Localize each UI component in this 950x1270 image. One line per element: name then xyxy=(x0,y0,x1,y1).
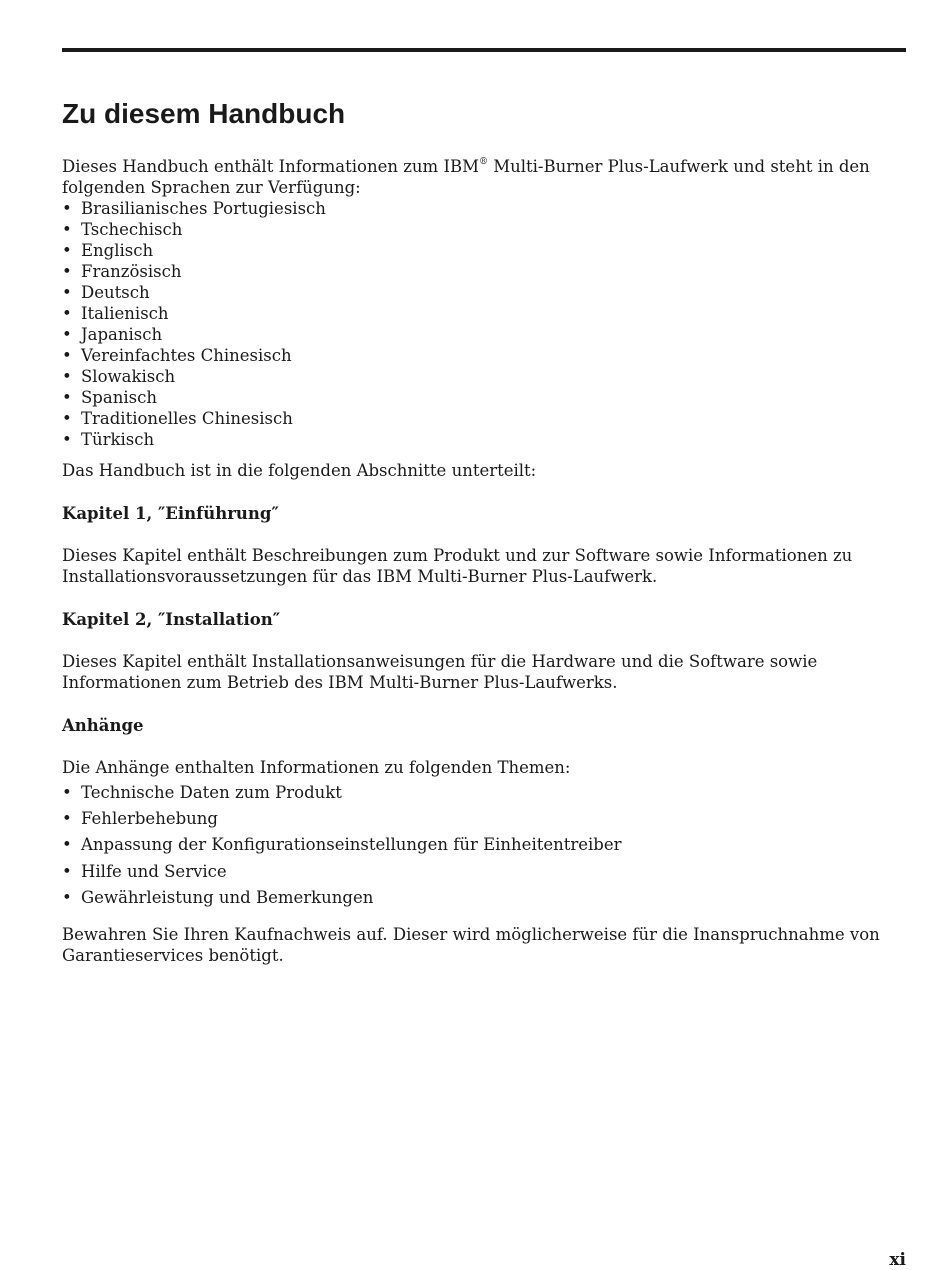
list-item: • Türkisch xyxy=(62,429,906,450)
language-list xyxy=(62,198,906,450)
document-body xyxy=(62,156,906,966)
intro-text-continued: Multi-Burner Plus-Laufwerk und steht in den folgenden Sprachen zur Verfügung: xyxy=(62,157,870,197)
chapter-1-text: Dieses Kapitel enthält Beschreibungen zum Produkt und zur Software sowie Informationen zu Installationsvoraussetzungen für das IBM Multi-Burner Plus-Laufwerk. xyxy=(62,546,853,586)
intro-paragraph xyxy=(62,156,906,198)
intro-text: Dieses Handbuch enthält Informationen zum IBM xyxy=(62,157,479,176)
list-item: • Hilfe und Service xyxy=(62,861,906,882)
list-item: • Slowakisch xyxy=(62,366,906,387)
list-item: • Japanisch xyxy=(62,324,906,345)
list-item: • Technische Daten zum Produkt xyxy=(62,782,906,803)
list-item: • Gewährleistung und Bemerkungen xyxy=(62,887,906,908)
list-item: • Englisch xyxy=(62,240,906,261)
list-item: • Brasilianisches Portugiesisch xyxy=(62,198,906,219)
chapter-2-text: Dieses Kapitel enthält Installationsanweisungen für die Hardware und die Software sowie Informationen zum Betrieb des IBM Multi-Burner Plus-Laufwerks. xyxy=(62,652,818,692)
appendix-intro: Die Anhänge enthalten Informationen zu folgenden Themen: xyxy=(62,758,571,777)
list-item: • Anpassung der Konfigurationseinstellungen für Einheitentreiber xyxy=(62,834,906,855)
list-item: • Französisch xyxy=(62,261,906,282)
list-item: • Italienisch xyxy=(62,303,906,324)
list-item: • Spanisch xyxy=(62,387,906,408)
list-item: • Vereinfachtes Chinesisch xyxy=(62,345,906,366)
chapter-2-heading: Kapitel 2, ″Installation″ xyxy=(62,610,281,629)
list-item: • Fehlerbehebung xyxy=(62,808,906,829)
registered-mark: ® xyxy=(478,157,488,167)
sections-intro: Das Handbuch ist in die folgenden Abschnitte unterteilt: xyxy=(62,461,537,480)
appendix-heading: Anhänge xyxy=(62,716,144,735)
closing-paragraph: Bewahren Sie Ihren Kaufnachweis auf. Dieser wird möglicherweise für die Inanspruchnahme von Garantieservices benötigt. xyxy=(62,924,880,965)
chapter-1-heading: Kapitel 1, ″Einführung″ xyxy=(62,504,279,523)
header-rule xyxy=(62,48,906,52)
page-number: xi xyxy=(889,1250,906,1270)
page-title: Zu diesem Handbuch xyxy=(62,98,346,129)
list-item: • Traditionelles Chinesisch xyxy=(62,408,906,429)
appendix-topic-list xyxy=(62,782,906,908)
list-item: • Tschechisch xyxy=(62,219,906,240)
list-item: • Deutsch xyxy=(62,282,906,303)
